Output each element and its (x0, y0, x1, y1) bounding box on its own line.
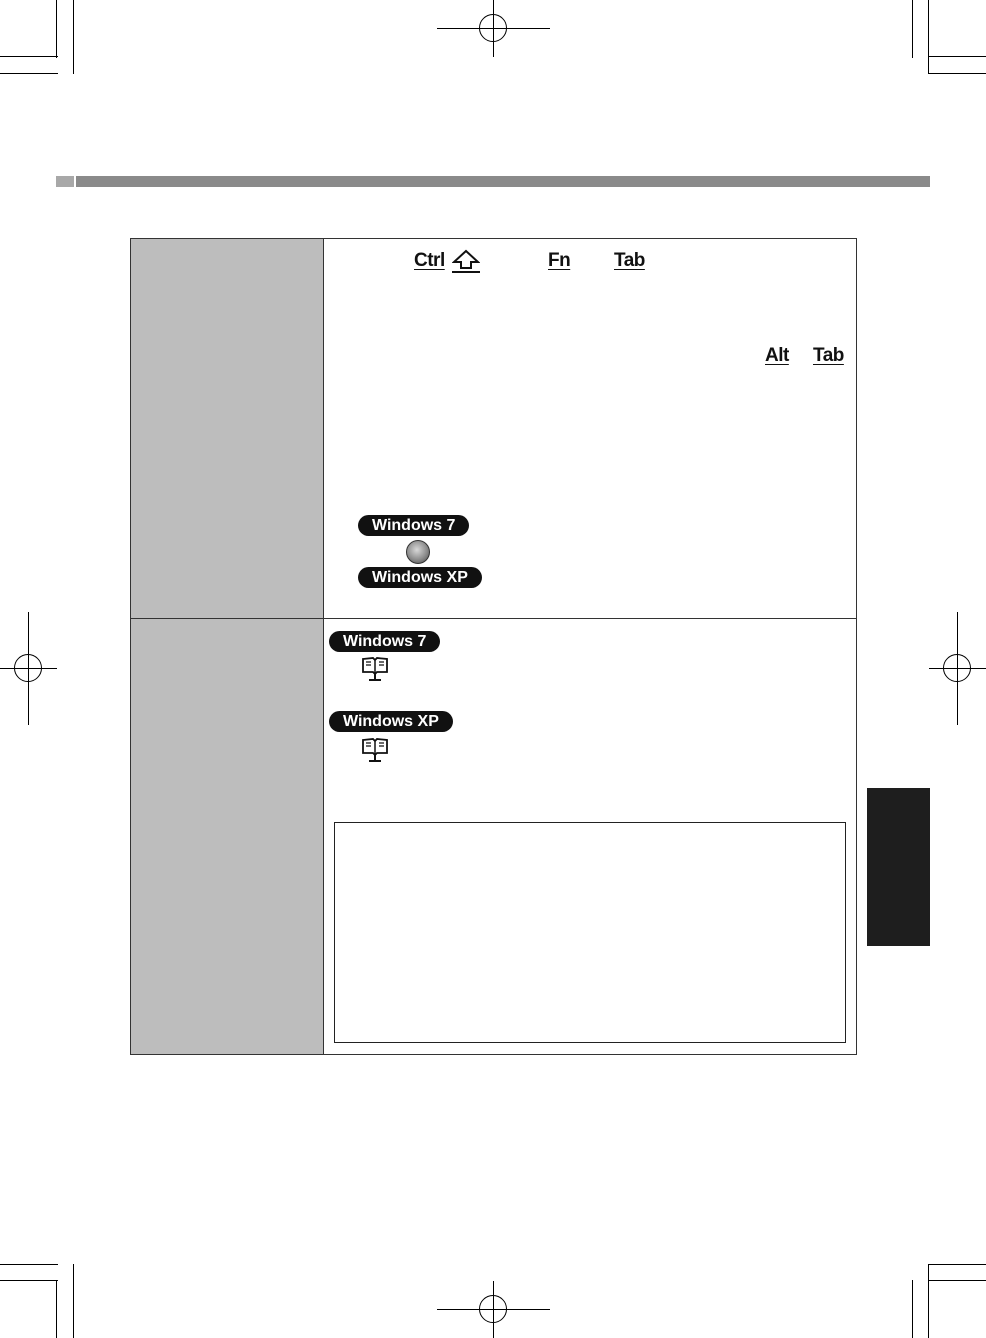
tab-key: Tab (614, 250, 645, 271)
crop-mark (0, 1264, 58, 1265)
reference-manual-icon (360, 737, 390, 763)
registration-circle (14, 654, 42, 682)
crop-mark (56, 0, 57, 58)
registration-circle (943, 654, 971, 682)
crop-mark (928, 0, 929, 74)
row-2-label-cell (131, 619, 324, 1054)
crop-mark (912, 0, 913, 58)
reference-manual-icon (360, 656, 390, 682)
chapter-thumb-tab (867, 788, 930, 946)
crop-mark (73, 1264, 74, 1338)
registration-circle (479, 14, 507, 42)
row-1-label-cell (131, 239, 324, 619)
windows-xp-badge: Windows XP (358, 567, 482, 588)
crop-mark (928, 1264, 986, 1265)
tab-key: Tab (813, 345, 844, 366)
header-bar-segment (56, 176, 76, 187)
crop-mark (0, 56, 58, 57)
windows-start-orb-icon (406, 540, 430, 564)
crop-mark (0, 73, 58, 74)
ctrl-key: Ctrl (414, 250, 445, 271)
crop-mark (928, 1280, 986, 1281)
shift-key-icon (452, 249, 480, 273)
crop-mark (928, 73, 986, 74)
crop-mark (928, 56, 986, 57)
crop-mark (73, 0, 74, 74)
windows-7-badge: Windows 7 (358, 515, 469, 536)
windows-7-badge: Windows 7 (329, 631, 440, 652)
alt-key: Alt (765, 345, 789, 366)
crop-mark (928, 1264, 929, 1338)
fn-key: Fn (548, 250, 571, 271)
note-box (334, 822, 846, 1043)
crop-mark (0, 1280, 58, 1281)
registration-circle (479, 1295, 507, 1323)
crop-mark (912, 1280, 913, 1338)
windows-xp-badge: Windows XP (329, 711, 453, 732)
crop-mark (56, 1280, 57, 1338)
section-header-bar (56, 176, 930, 187)
